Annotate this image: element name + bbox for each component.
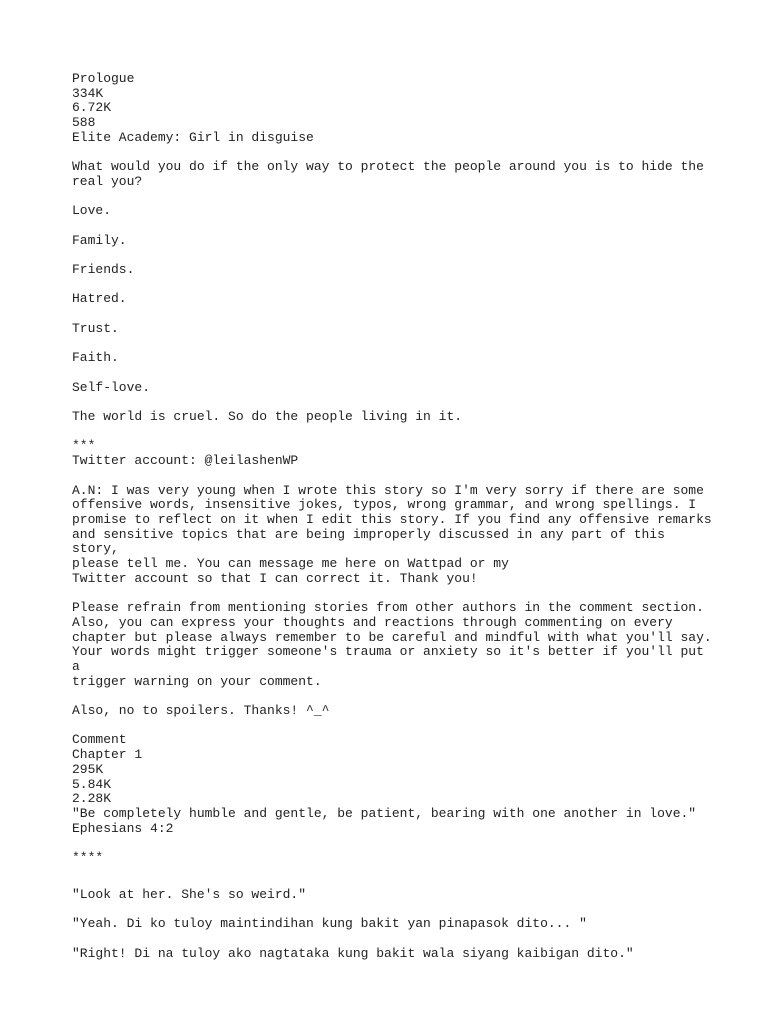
spoilers-note: Also, no to spoilers. Thanks! ^_^ (72, 703, 330, 719)
chapter1-reads-count: 295K (72, 761, 104, 777)
document-page (72, 72, 712, 976)
intro-question: What would you do if the only way to protect the people around you is to hide the real you? (72, 159, 704, 189)
intro-self-love: Self-love. (72, 379, 151, 395)
intro-hatred: Hatred. (72, 291, 127, 307)
bible-verse: "Be completely humble and gentle, be patient, bearing with one another in love." (72, 805, 697, 821)
intro-world: The world is cruel. So do the people living in it. (72, 409, 463, 425)
chapter1-title: Chapter 1 (72, 747, 143, 763)
comment-label: Comment (72, 732, 127, 748)
prologue-votes-count: 6.72K (72, 100, 112, 116)
bible-verse-reference: Ephesians 4:2 (72, 820, 174, 836)
chapter1-comments-count: 2.28K (72, 791, 112, 807)
chapter1-votes-count: 5.84K (72, 776, 112, 792)
intro-faith: Faith. (72, 350, 119, 366)
dialogue-line-1: "Look at her. She's so weird." (72, 886, 307, 902)
story-title: Elite Academy: Girl in disguise (72, 129, 314, 145)
intro-trust: Trust. (72, 320, 119, 336)
comment-guidelines: Please refrain from mentioning stories from other authors in the comment section. Also, you can express your thoughts and reactions through commenting on every chapter but please always remember to be careful and mindful with what you'll say. Your words might trigger someone's trauma or anxiety so it's better if you'll put a trigger warning on your comment. (72, 600, 712, 689)
author-note: A.N: I was very young when I wrote this story so I'm very sorry if there are some offensive words, insensitive jokes, typos, wrong grammar, and wrong spellings. I promise to reflect on it when I edit this story. If you find any offensive remarks and sensitive topics that are being improperly discussed in any part of this story, please tell me. You can message me here on Wattpad or my Twitter account so that I can correct it. Thank you! (72, 482, 712, 586)
dialogue-line-2: "Yeah. Di ko tuloy maintindihan kung bakit yan pinapasok dito... " (72, 916, 587, 932)
intro-friends: Friends. (72, 262, 135, 278)
intro-family: Family. (72, 232, 127, 248)
twitter-account: Twitter account: @leilashenWP (72, 453, 299, 469)
chapter1-header (72, 733, 712, 836)
prologue-reads-count: 334K (72, 85, 104, 101)
chapter-separator: **** (72, 850, 104, 866)
intro-love: Love. (72, 203, 112, 219)
prologue-header (72, 72, 712, 146)
prologue-comments-count: 588 (72, 115, 96, 131)
separator-twitter-block (72, 439, 712, 468)
separator: *** (72, 438, 96, 454)
prologue-title: Prologue (72, 71, 135, 86)
dialogue-line-3: "Right! Di na tuloy ako nagtataka kung bakit wala siyang kaibigan dito." (72, 945, 634, 961)
